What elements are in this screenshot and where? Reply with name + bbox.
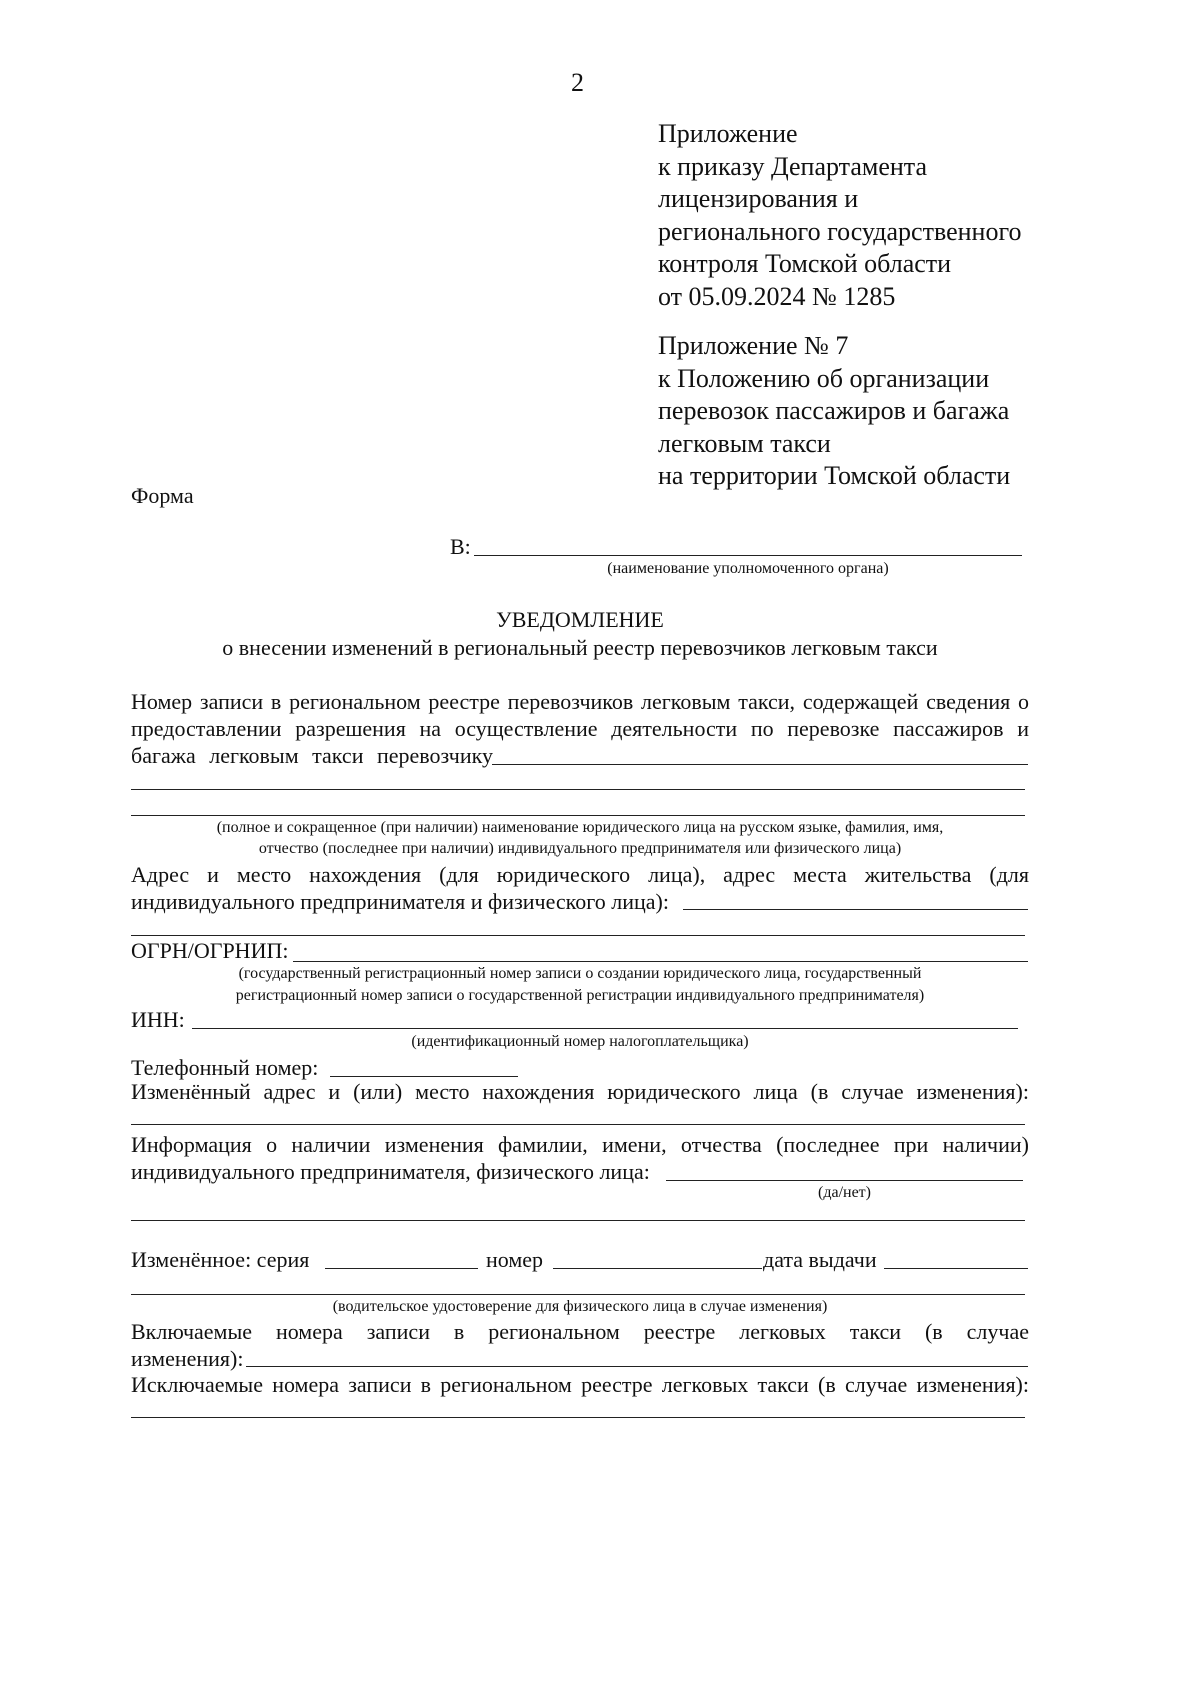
appendix-line: контроля Томской области xyxy=(658,249,952,278)
changed-address-label: Изменённый адрес и (или) место нахождения юридического лица (в случае изменения): xyxy=(131,1079,1029,1104)
phone-field-line[interactable] xyxy=(330,1076,518,1077)
page-number: 2 xyxy=(571,68,584,97)
inn-label: ИНН: xyxy=(131,1007,185,1032)
name-change-field-line-2[interactable] xyxy=(131,1220,1025,1221)
appendix-title: Приложение xyxy=(658,119,798,148)
license-number-field[interactable] xyxy=(553,1268,762,1269)
address-line-1: Адрес и место нахождения (для юридического лица), адрес места жительства (для xyxy=(131,862,1029,887)
name-caption-line-1: (полное и сокращенное (при наличии) наименование юридического лица на русском языке, фамилия, имя, xyxy=(216,819,944,836)
record-number-line-2: предоставлении разрешения на осуществление деятельности по перевозке пассажиров и xyxy=(131,716,1029,741)
license-number-label: номер xyxy=(486,1247,544,1272)
record-number-line-1: Номер записи в региональном реестре перевозчиков легковым такси, содержащей сведения о xyxy=(131,689,1029,714)
to-caption: (наименование уполномоченного органа) xyxy=(607,560,889,577)
ogrn-caption-line-2: регистрационный номер записи о государственной регистрации индивидуального предпринимателя) xyxy=(235,987,925,1004)
excluded-label: Исключаемые номера записи в региональном реестре легковых такси (в случае изменения): xyxy=(131,1372,1029,1397)
appendix-block xyxy=(658,118,1021,313)
inn-field-line[interactable] xyxy=(192,1028,1018,1029)
appendix-line: к Положению об организации xyxy=(658,363,990,393)
appendix-7-block xyxy=(658,330,1010,493)
carrier-field-line-3[interactable] xyxy=(131,815,1025,816)
carrier-field-line-2[interactable] xyxy=(131,789,1025,790)
appendix-line: перевозок пассажиров и багажа xyxy=(658,396,1010,425)
address-line-2: индивидуального предпринимателя и физического лица): xyxy=(131,889,669,914)
appendix-line: от 05.09.2024 № 1285 xyxy=(658,281,896,311)
included-field-line[interactable] xyxy=(246,1366,1028,1367)
form-label: Форма xyxy=(131,483,194,508)
license-caption: (водительское удостоверение для физического лица в случае изменения) xyxy=(332,1298,828,1315)
inn-caption: (идентификационный номер налогоплательщика) xyxy=(411,1033,749,1050)
ogrn-label: ОГРН/ОГРНИП: xyxy=(131,938,289,963)
license-date-label: дата выдачи xyxy=(763,1247,877,1272)
changed-address-field-line[interactable] xyxy=(131,1124,1025,1125)
name-change-caption: (да/нет) xyxy=(818,1184,871,1201)
license-date-field[interactable] xyxy=(884,1268,1028,1269)
notice-subtitle: о внесении изменений в региональный реестр перевозчиков легковым такси xyxy=(222,635,938,660)
carrier-field-line[interactable] xyxy=(492,764,1028,765)
name-change-line-2: индивидуального предпринимателя, физического лица: xyxy=(131,1159,650,1184)
included-line-1: Включаемые номера записи в региональном реестре легковых такси (в случае xyxy=(131,1319,1029,1344)
appendix-line: лицензирования и xyxy=(658,184,859,213)
name-change-line-1: Информация о наличии изменения фамилии, имени, отчества (последнее при наличии) xyxy=(131,1132,1029,1157)
to-field-line[interactable] xyxy=(474,555,1022,556)
included-line-2: изменения): xyxy=(131,1346,244,1371)
excluded-field-line[interactable] xyxy=(131,1417,1025,1418)
address-field-line-2[interactable] xyxy=(131,935,1025,936)
notice-title: УВЕДОМЛЕНИЕ xyxy=(496,607,664,632)
appendix-title: Приложение № 7 xyxy=(658,331,849,360)
license-series-field[interactable] xyxy=(325,1268,478,1269)
license-field-line-2[interactable] xyxy=(131,1294,1025,1295)
ogrn-caption-line-1: (государственный регистрационный номер записи о создании юридического лица, государственный xyxy=(238,965,922,982)
name-change-field-line[interactable] xyxy=(666,1180,1023,1181)
phone-label: Телефонный номер: xyxy=(131,1055,319,1080)
appendix-line: легковым такси xyxy=(658,428,831,458)
to-label: В: xyxy=(450,534,471,559)
address-field-line[interactable] xyxy=(683,909,1028,910)
record-number-line-3: багажа легковым такси перевозчику xyxy=(131,743,493,768)
appendix-line: регионального государственного xyxy=(658,216,1022,246)
name-caption-line-2: отчество (последнее при наличии) индивидуального предпринимателя или физического лица) xyxy=(258,840,902,857)
appendix-line: на территории Томской области xyxy=(658,461,1011,490)
license-changed-label: Изменённое: серия xyxy=(131,1247,310,1272)
appendix-line: к приказу Департамента xyxy=(658,151,928,181)
ogrn-field-line[interactable] xyxy=(293,961,1028,962)
